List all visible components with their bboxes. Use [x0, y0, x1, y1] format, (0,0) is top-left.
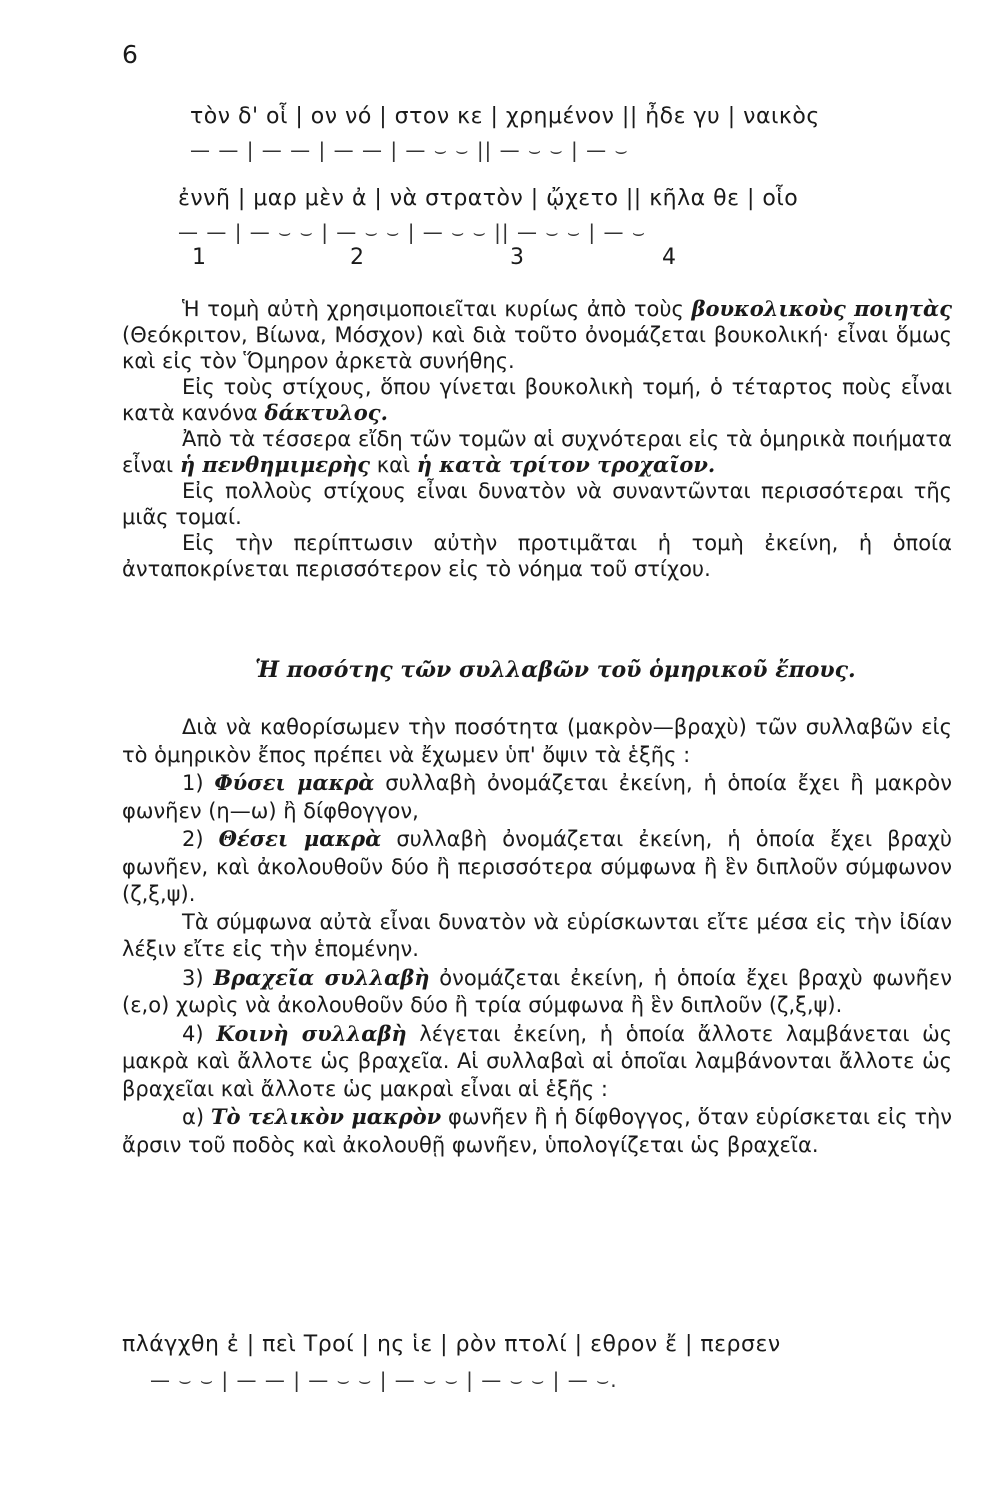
rule-2-note: Τὰ σύμφωνα αὐτὰ εἶναι δυνατὸν νὰ εὑρίσκωνται εἴτε μέσα εἰς τὴν ἰδίαν λέξιν εἴτε εἰς τὴν ἑπομένην.: [122, 909, 952, 961]
page-number: 6: [122, 40, 138, 69]
verse-scansion-1: — — | — — | — — | — ⌣ ⌣ || — ⌣ ⌣ | — ⌣: [190, 138, 629, 162]
section-heading: [255, 657, 856, 683]
rule-number: α): [182, 1105, 211, 1129]
syllable-quantity-section: [122, 714, 952, 1159]
verse-line-2: ἐννῆ | μαρ μὲν ἀ | νὰ στρατὸν | ᾤχετο || κῆλα θε | οἷο: [178, 186, 799, 211]
text: συλλαβὴ ὀνομάζεται ἐκείνη, ἡ ὁποία ἔχει βραχὺ φωνῆεν, καὶ ἀκολουθοῦν δύο ἢ περισσότερα σύμφωνα ἢ ἓν διπλοῦν σύμφωνον (ζ,ξ,ψ).: [122, 827, 952, 906]
bold-term: Τὸ τελικὸν μακρὸν: [210, 1104, 442, 1129]
text: Εἰς τοὺς στίχους, ὅπου γίνεται βουκολικὴ τομή, ὁ τέταρτος ποὺς εἶναι κατὰ κανόνα: [122, 375, 952, 425]
bold-term: δάκτυλος.: [264, 400, 388, 425]
bold-term: βουκολικοὺς ποιητὰς: [691, 296, 952, 321]
bold-term: Βραχεῖα συλλαβὴ: [213, 964, 430, 990]
intro-paragraph: Διὰ νὰ καθορίσωμεν τὴν ποσότητα (μακρὸν—βραχὺ) τῶν συλλαβῶν εἰς τὸ ὁμηρικὸν ἔπος πρέπει νὰ ἔχωμεν ὑπ' ὄψιν τὰ ἑξῆς :: [122, 715, 952, 767]
text: καὶ: [370, 453, 417, 477]
text: (Θεόκριτον, Βίωνα, Μόσχον) καὶ διὰ τοῦτο ὀνομάζεται βουκολική· εἶναι ὅμως καὶ εἰς τὸν Ὅμηρον ἀρκετὰ συνήθης.: [122, 323, 952, 373]
text: συλλαβὴ ὀνομάζεται ἐκείνη, ἡ ὁποία ἔχει ἢ μακρὸν φωνῆεν (η—ω) ἢ δίφθογγον,: [122, 771, 952, 823]
rule-3: [122, 964, 952, 1020]
heading-part: τῶν συλλαβῶν τοῦ ὁμηρικοῦ ἔπους.: [392, 657, 856, 683]
verse-scansion-2: — — | — ⌣ ⌣ | — ⌣ ⌣ | — ⌣ ⌣ || — ⌣ ⌣ | — ⌣: [178, 220, 647, 244]
heading-part: Ἡ ποσότης: [255, 657, 393, 683]
bold-term: ἡ κατὰ τρίτον τροχαῖον.: [416, 452, 716, 477]
bold-term: Θέσει μακρὰ: [218, 826, 382, 851]
paragraph-fourth-foot: [122, 374, 952, 426]
text: λέγεται ἐκείνη, ἡ ὁποία ἄλλοτε λαμβάνεται ὡς μακρὰ καὶ ἄλλοτε ὡς βραχεῖα. Αἱ συλλαβαὶ αἱ ὁποῖαι λαμβάνονται ἄλλοτε ὡς βραχεῖαι καὶ ἄλλοτε ὡς μακραὶ εἶναι αἱ ἑξῆς :: [122, 1021, 953, 1101]
verse-line-1: τὸν δ' οἷ | ον νό | στον κε | χρημένον || ἦδε γυ | ναικὸς: [190, 104, 820, 129]
foot-number-1: 1: [192, 245, 206, 270]
bold-term: Κοινὴ συλλαβὴ: [216, 1020, 407, 1046]
rule-number: 4): [182, 1021, 217, 1046]
rule-number: 1): [182, 771, 215, 795]
text: Ἡ τομὴ αὐτὴ χρησιμοποιεῖται κυρίως ἀπὸ τοὺς: [182, 297, 692, 321]
caesura-paragraphs: [122, 296, 952, 582]
foot-number-2: 2: [350, 245, 364, 270]
rule-number: 2): [182, 827, 219, 851]
text: φωνῆεν ἢ ἡ δίφθογγος, ὅταν εὑρίσκεται εἰς τὴν ἄρσιν τοῦ ποδὸς καὶ ἀκολουθῇ φωνῆεν, ὑπολογίζεται ὡς βραχεῖα.: [122, 1105, 953, 1157]
paragraph-preference: Εἰς τὴν περίπτωσιν αὐτὴν προτιμᾶται ἡ τομὴ ἐκείνη, ἡ ὁποία ἀνταποκρίνεται περισσότερον εἰς τὸ νόημα τοῦ στίχου.: [122, 531, 952, 581]
text: Ἀπὸ τὰ τέσσερα εἴδη τῶν τομῶν αἱ συχνότεραι εἰς τὰ ὁμηρικὰ ποιήματα εἶναι: [122, 427, 952, 477]
text: ὀνομάζεται ἐκείνη, ἡ ὁποία ἔχει βραχὺ φωνῆεν (ε,ο) χωρὶς νὰ ἀκολουθοῦν δύο ἢ τρία σύμφωνα ἢ ἓν διπλοῦν (ζ,ξ,ψ).: [122, 965, 953, 1017]
verse-line-3: πλάγχθη ἐ | πεὶ Τροί | ης ἱε | ρὸν πτολί | εθρον ἔ | περσεν: [122, 1332, 781, 1357]
foot-number-4: 4: [662, 245, 676, 270]
paragraph-multiple: Εἰς πολλοὺς στίχους εἶναι δυνατὸν νὰ συναντῶνται περισσότεραι τῆς μιᾶς τομαί.: [122, 479, 952, 529]
bold-term: ἡ πενθημιμερὴς: [179, 452, 371, 477]
rule-1: [122, 769, 952, 825]
rule-number: 3): [182, 965, 214, 990]
paragraph-bucolic: [122, 296, 952, 374]
verse-scansion-3: — ⌣ ⌣ | — — | — ⌣ ⌣ | — ⌣ ⌣ | — ⌣ ⌣ | — ⌣.: [150, 1368, 618, 1392]
foot-number-3: 3: [510, 245, 524, 270]
bold-term: Φύσει μακρὰ: [214, 770, 375, 795]
rule-a: [122, 1103, 952, 1159]
rule-4: [122, 1020, 952, 1104]
rule-2: [122, 825, 952, 909]
paragraph-common-caesurae: [122, 426, 952, 478]
